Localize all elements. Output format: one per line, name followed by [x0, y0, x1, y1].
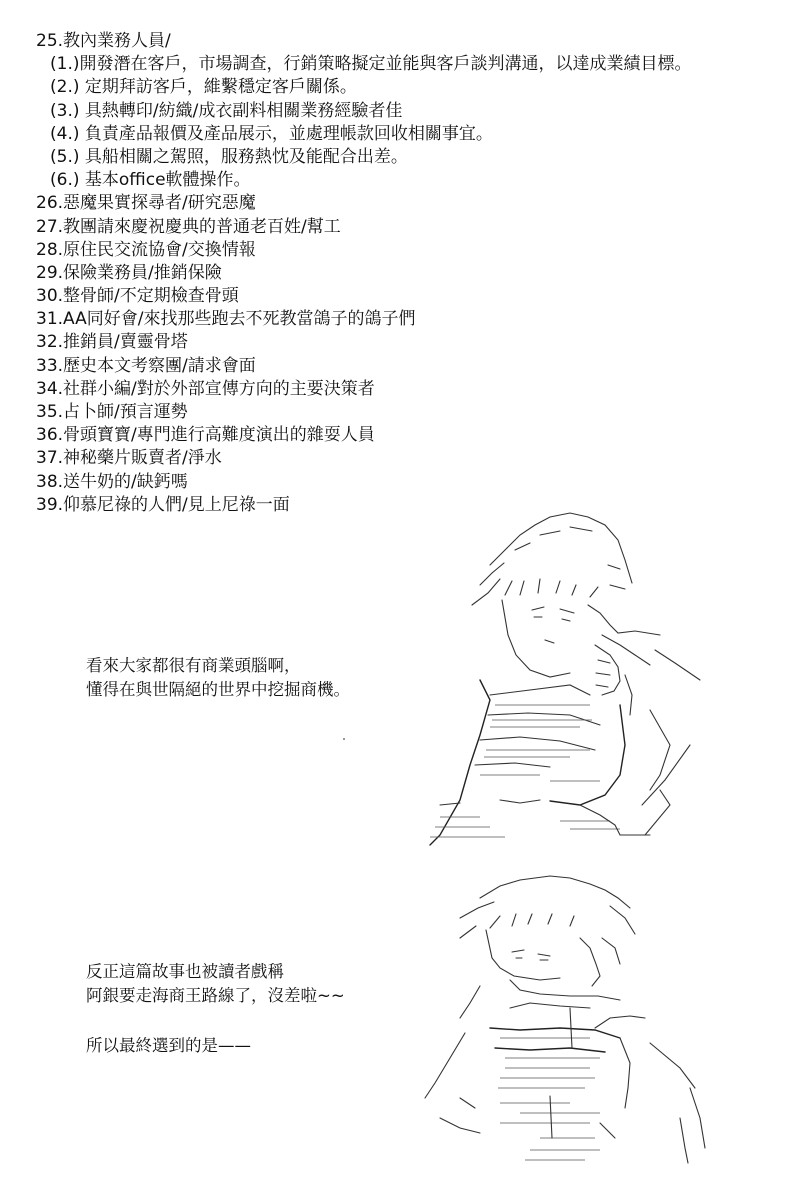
list-sub-item: (1.)開發潛在客戶，市場調查，行銷策略擬定並能與客戶談判溝通，以達成業績目標。	[50, 54, 692, 75]
list-item: 25.教內業務人員/	[36, 31, 171, 51]
dialog-2-line-2: 阿銀要走海商王路線了，沒差啦~~	[86, 986, 345, 1005]
list-item: 26.惡魔果實探尋者/研究惡魔	[36, 193, 256, 214]
ascii-art-figure-1	[420, 505, 720, 850]
list-item: 36.骨頭寶寶/專門進行高難度演出的雜耍人員	[36, 425, 375, 446]
list-sub-item: (6.) 基本office軟體操作。	[50, 170, 251, 191]
list-item: 35.占卜師/預言運勢	[36, 402, 188, 422]
list-item: 38.送牛奶的/缺鈣嗎	[36, 471, 188, 492]
list-sub-item: (3.) 具熱轉印/紡織/成衣副料相關業務經驗者佳	[50, 100, 403, 121]
stray-dot	[343, 738, 345, 740]
list-item: 28.原住民交流協會/交換情報	[36, 239, 256, 260]
list-sub-item: (2.) 定期拜訪客戶，維繫穩定客戶關係。	[50, 77, 357, 98]
dialog-1-line-1: 看來大家都很有商業頭腦啊，	[86, 656, 301, 675]
list-sub-item: (4.) 負責產品報價及產品展示，並處理帳款回收相關事宜。	[50, 123, 493, 144]
list-item: 34.社群小編/對於外部宣傳方向的主要決策者	[36, 378, 375, 399]
figure-1-drawing	[420, 505, 720, 850]
dialog-1-line-2: 懂得在與世隔絕的世界中挖掘商機。	[86, 680, 350, 699]
option-list	[36, 30, 786, 517]
ascii-art-figure-2	[420, 868, 720, 1168]
list-item: 32.推銷員/賣靈骨塔	[36, 332, 188, 353]
list-item: 29.保險業務員/推銷保險	[36, 262, 222, 283]
list-item: 27.教團請來慶祝慶典的普通老百姓/幫工	[36, 216, 341, 237]
figure-2-drawing	[420, 868, 720, 1168]
list-item: 37.神秘藥片販賣者/淨水	[36, 448, 222, 469]
list-item: 39.仰慕尼祿的人們/見上尼祿一面	[36, 494, 290, 515]
list-item: 31.AA同好會/來找那些跑去不死教當鴿子的鴿子們	[36, 309, 416, 330]
list-item: 33.歷史本文考察團/請求會面	[36, 355, 256, 376]
list-sub-item: (5.) 具船相關之駕照，服務熱忱及能配合出差。	[50, 146, 408, 167]
dialog-2-line-3: 所以最終選到的是——	[86, 1036, 251, 1055]
list-item: 30.整骨師/不定期檢查骨頭	[36, 286, 239, 307]
dialog-block-1	[86, 654, 350, 702]
dialog-2-line-1: 反正這篇故事也被讀者戲稱	[86, 962, 284, 981]
dialog-block-2	[86, 960, 345, 1058]
